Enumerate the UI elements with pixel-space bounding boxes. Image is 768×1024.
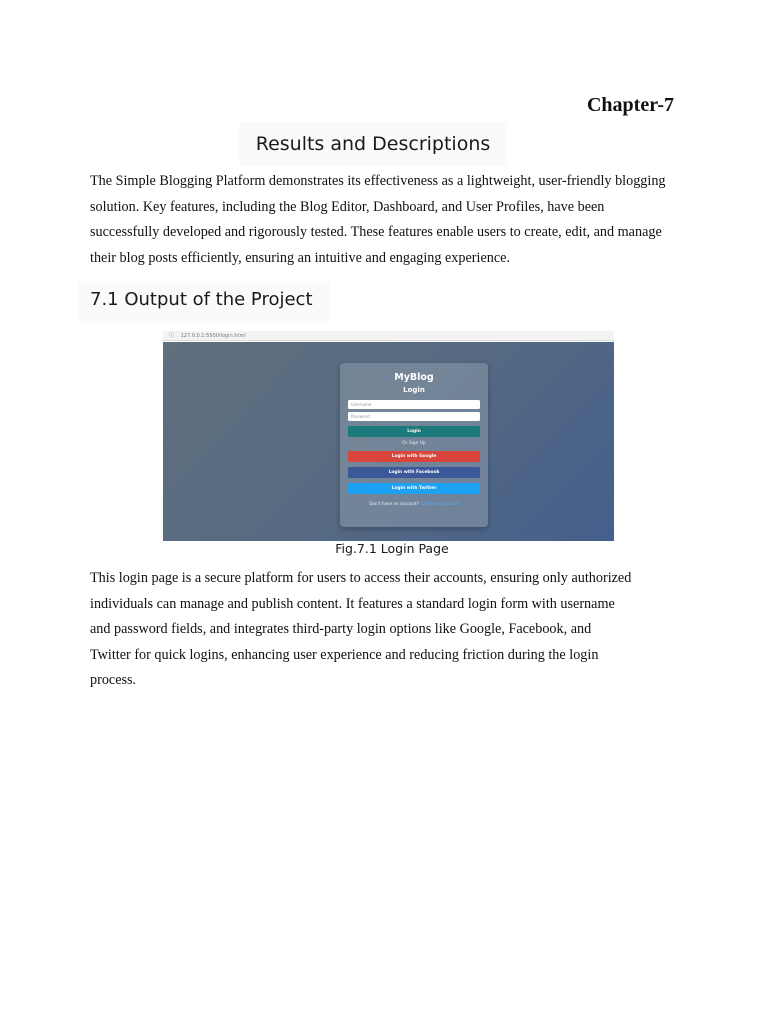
- login-button: Login: [348, 426, 480, 437]
- twitter-login-button: Login with Twitter: [348, 483, 480, 494]
- intro-paragraph: [90, 169, 690, 271]
- chapter-label: Chapter-7: [586, 94, 674, 116]
- password-input: Password: [348, 412, 480, 421]
- signup-prompt: [340, 501, 488, 507]
- google-login-button: Login with Google: [348, 451, 480, 462]
- signup-question: Don't have an account?: [369, 501, 419, 506]
- intro-line: successfully developed and rigorously tested. These features enable users to create, edit, and manage: [90, 224, 662, 240]
- intro-line: their blog posts efficiently, ensuring an intuitive and engaging experience.: [90, 249, 510, 266]
- description-line: individuals can manage and publish content. It features a standard login form with username: [90, 595, 615, 612]
- url-text: 127.0.0.1:5500/login.html: [180, 333, 246, 339]
- login-heading: Login: [403, 386, 425, 394]
- login-screen: [163, 342, 614, 541]
- subsection-title: 7.1 Output of the Project: [78, 281, 330, 321]
- app-name: MyBlog: [394, 372, 434, 383]
- intro-line: The Simple Blogging Platform demonstrates its effectiveness as a lightweight, user-friendly blogging: [90, 173, 666, 189]
- info-icon: ⓘ: [169, 333, 175, 339]
- signup-link: Create an account: [420, 501, 459, 506]
- description-paragraph: [90, 566, 690, 694]
- browser-url-bar: [163, 331, 614, 341]
- description-line: process.: [90, 672, 137, 688]
- description-line: This login page is a secure platform for users to access their accounts, ensuring only authorized: [90, 570, 632, 586]
- section-title: Results and Descriptions: [239, 122, 507, 166]
- login-page-figure: [163, 331, 614, 541]
- description-line: and password fields, and integrates third-party login options like Google, Facebook, and: [90, 621, 592, 637]
- facebook-login-button: Login with Facebook: [348, 467, 480, 478]
- login-card: [340, 363, 488, 527]
- figure-caption: Fig.7.1 Login Page: [335, 541, 449, 556]
- description-line: Twitter for quick logins, enhancing user experience and reducing friction during the login: [90, 646, 599, 663]
- or-sign-up-text: Or Sign Up: [402, 441, 426, 446]
- username-input: Username: [348, 400, 480, 409]
- intro-line: solution. Key features, including the Blog Editor, Dashboard, and User Profiles, have been: [90, 198, 605, 215]
